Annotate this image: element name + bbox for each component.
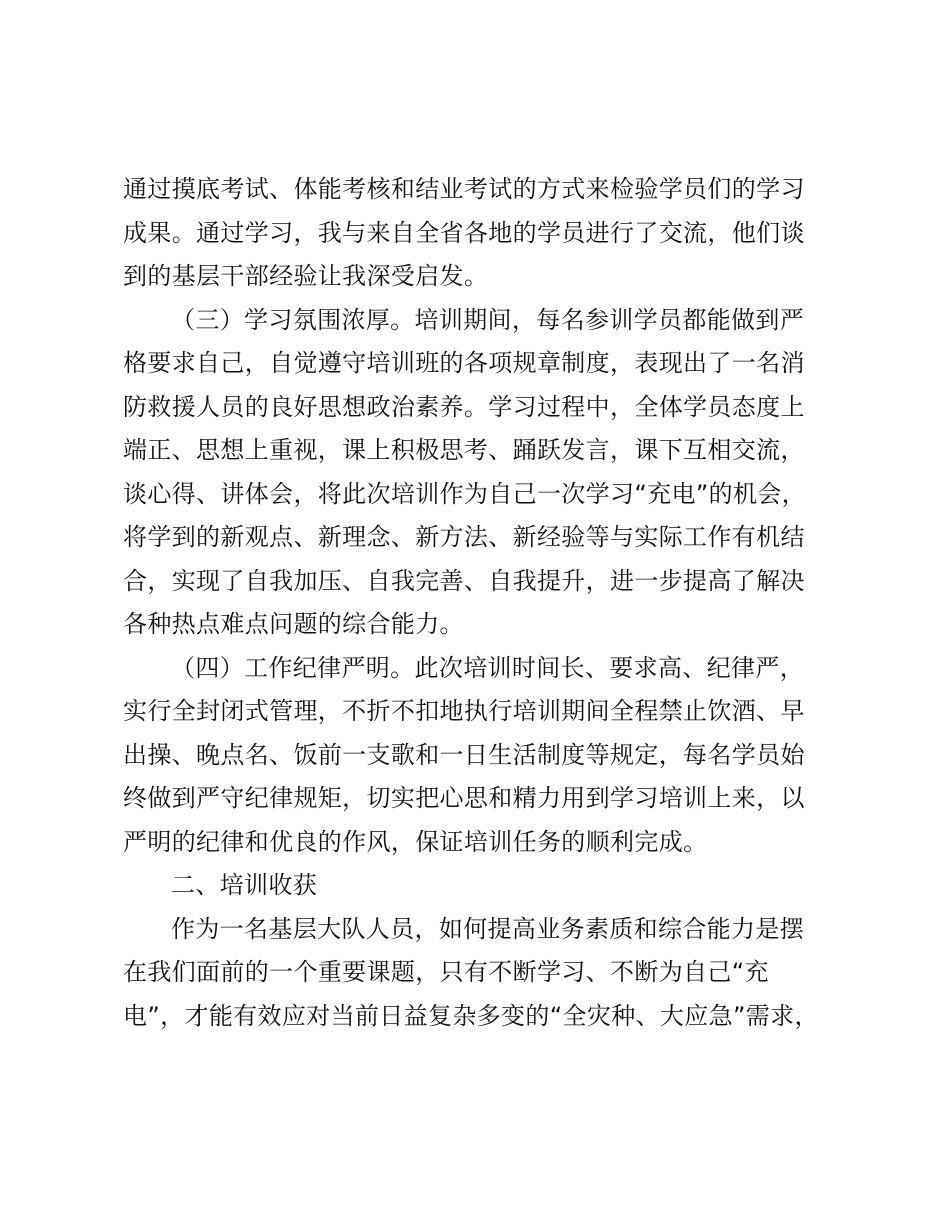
text-line-20: 电”，才能有效应对当前日益复杂多变的“全灾种、大应急”需求， [123, 1001, 819, 1030]
text-line-11: 各种热点难点问题的综合能力。 [123, 610, 464, 638]
text-line-13: 实行全封闭式管理，不折不扣地执行培训期间全程禁止饮酒、早 [123, 697, 805, 725]
text-line-3: 到的基层干部经验让我深受启发。 [123, 262, 489, 290]
text-line-19: 在我们面前的一个重要课题，只有不断学习、不断为自己“充 [123, 958, 769, 986]
text-line-16: 严明的纪律和优良的作风，保证培训任务的顺利完成。 [123, 827, 708, 856]
text-line-14: 出操、晚点名、饭前一支歌和一日生活制度等规定，每名学员始 [123, 740, 805, 769]
section-heading: 二、培训收获 [171, 871, 318, 899]
text-line-12: （四）工作纪律严明。此次培训时间长、要求高、纪律严， [171, 653, 805, 682]
text-line-10: 合，实现了自我加压、自我完善、自我提升，进一步提高了解决 [123, 566, 805, 595]
document-body [123, 168, 827, 1038]
text-line-8: 谈心得、讲体会，将此次培训作为自己一次学习“充电”的机会， [123, 479, 807, 508]
text-line-1: 通过摸底考试、体能考核和结业考试的方式来检验学员们的学习 [123, 175, 805, 203]
text-line-2: 成果。通过学习，我与来自全省各地的学员进行了交流，他们谈 [123, 218, 805, 247]
text-line-4: （三）学习氛围浓厚。培训期间，每名参训学员都能做到严 [171, 305, 805, 334]
text-line-5: 格要求自己，自觉遵守培训班的各项规章制度，表现出了一名消 [123, 349, 805, 377]
text-line-18: 作为一名基层大队人员，如何提高业务素质和综合能力是摆 [171, 914, 805, 943]
text-line-7: 端正、思想上重视，课上积极思考、踊跃发言，课下互相交流， [123, 436, 805, 464]
text-line-9: 将学到的新观点、新理念、新方法、新经验等与实际工作有机结 [123, 523, 805, 551]
text-line-15: 终做到严守纪律规矩，切实把心思和精力用到学习培训上来，以 [123, 784, 805, 812]
text-line-6: 防救援人员的良好思想政治素养。学习过程中，全体学员态度上 [123, 392, 805, 421]
